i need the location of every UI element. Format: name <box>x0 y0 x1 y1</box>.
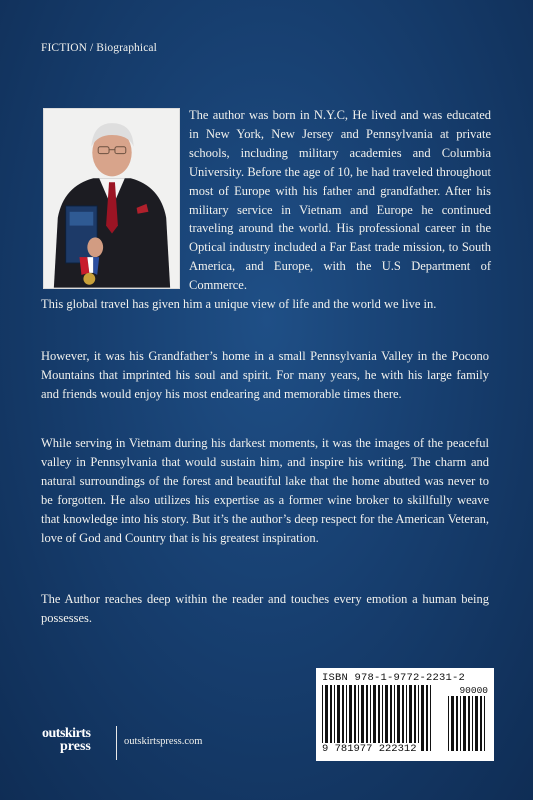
barcode-bar <box>373 685 376 751</box>
barcode-bar <box>354 685 356 751</box>
author-photo <box>43 108 180 289</box>
barcode-addon-bars <box>448 696 488 751</box>
barcode-bar <box>406 685 407 751</box>
barcode-bar <box>385 685 388 751</box>
barcode-bar <box>358 685 359 751</box>
barcode-bar <box>460 696 461 751</box>
barcode-bar <box>448 696 449 751</box>
barcode-bar <box>361 685 364 751</box>
barcode-bar <box>475 696 478 751</box>
book-category: FICTION / Biographical <box>41 42 157 54</box>
barcode-bar <box>337 685 340 751</box>
barcode-bars <box>322 685 434 751</box>
publisher-logo-line2: press <box>60 739 91 754</box>
logo-divider <box>116 726 117 760</box>
barcode-bar <box>334 685 335 751</box>
barcode-bar <box>402 685 404 751</box>
barcode-bar <box>426 685 428 751</box>
barcode-bar <box>370 685 371 751</box>
author-bio-intro-tail: This global travel has given him a unique view of life and the world we live in. <box>41 297 437 311</box>
barcode-bar <box>325 685 328 751</box>
barcode-bar <box>322 685 323 751</box>
barcode-bar <box>451 696 454 751</box>
barcode-bar <box>472 696 473 751</box>
barcode-bar <box>484 696 485 751</box>
publisher-website: outskirtspress.com <box>124 736 203 747</box>
barcode-bar <box>430 685 431 751</box>
barcode-bar <box>330 685 332 751</box>
barcode-bar <box>421 685 424 751</box>
barcode-bar <box>456 696 458 751</box>
barcode-digits: 9 781977 222312 <box>322 743 417 755</box>
barcode-bar <box>346 685 347 751</box>
isbn-label: ISBN 978-1-9772-2231-2 <box>322 672 466 684</box>
author-bio-intro: The author was born in N.Y.C, He lived and was educated in New York, New Jersey and Pennsylvania at private schools, including military academies and Columbia University. Before the age of 10, he had traveled throughout most of Europe with his father and grandfather. After his military service in Vietnam and Europe he continued traveling around the world. His professional career in the Optical industry included a Far East trade mission, to South America, and Europe, with the U.S Department of Commerce. <box>189 108 491 293</box>
barcode-bar <box>480 696 482 751</box>
paragraph-closing: The Author reaches deep within the reader and touches every emotion a human being possesses. <box>41 592 489 625</box>
paragraph-vietnam-inspiration: While serving in Vietnam during his darkest moments, it was the images of the peaceful valley in Pennsylvania that would sustain him, and inspire his writing. The charm and natural surroundings of the forest and beautiful lake that the home abutted was never to be forgotten. He also utilizes his expertise as a former wine broker to skillfully weave that knowledge into his story. But it’s the author’s deep respect for the American Veteran, love of God and Country that is his greatest inspiration. <box>41 436 489 545</box>
barcode-bar <box>414 685 416 751</box>
publisher-logo <box>42 727 112 761</box>
barcode-bar <box>409 685 412 751</box>
author-portrait-image <box>44 109 179 288</box>
barcode-bar <box>418 685 419 751</box>
paragraph-pocono-valley: However, it was his Grandfather’s home in a small Pennsylvania Valley in the Pocono Mountains that imprinted his soul and spirit. For many years, he with his large family and friends would enjoy his most endearing and memorable times there. <box>41 349 489 401</box>
barcode-bar <box>366 685 368 751</box>
barcode-bar <box>378 685 380 751</box>
publisher-logo-line1: outskirts <box>42 726 91 741</box>
price-code: 90000 <box>459 685 488 696</box>
barcode-bar <box>397 685 400 751</box>
barcode-bar <box>382 685 383 751</box>
barcode-bar <box>342 685 344 751</box>
barcode-bar <box>468 696 470 751</box>
barcode-bar <box>394 685 395 751</box>
barcode-bar <box>349 685 352 751</box>
barcode-bar <box>463 696 466 751</box>
barcode-bar <box>390 685 392 751</box>
isbn-barcode <box>316 668 494 761</box>
